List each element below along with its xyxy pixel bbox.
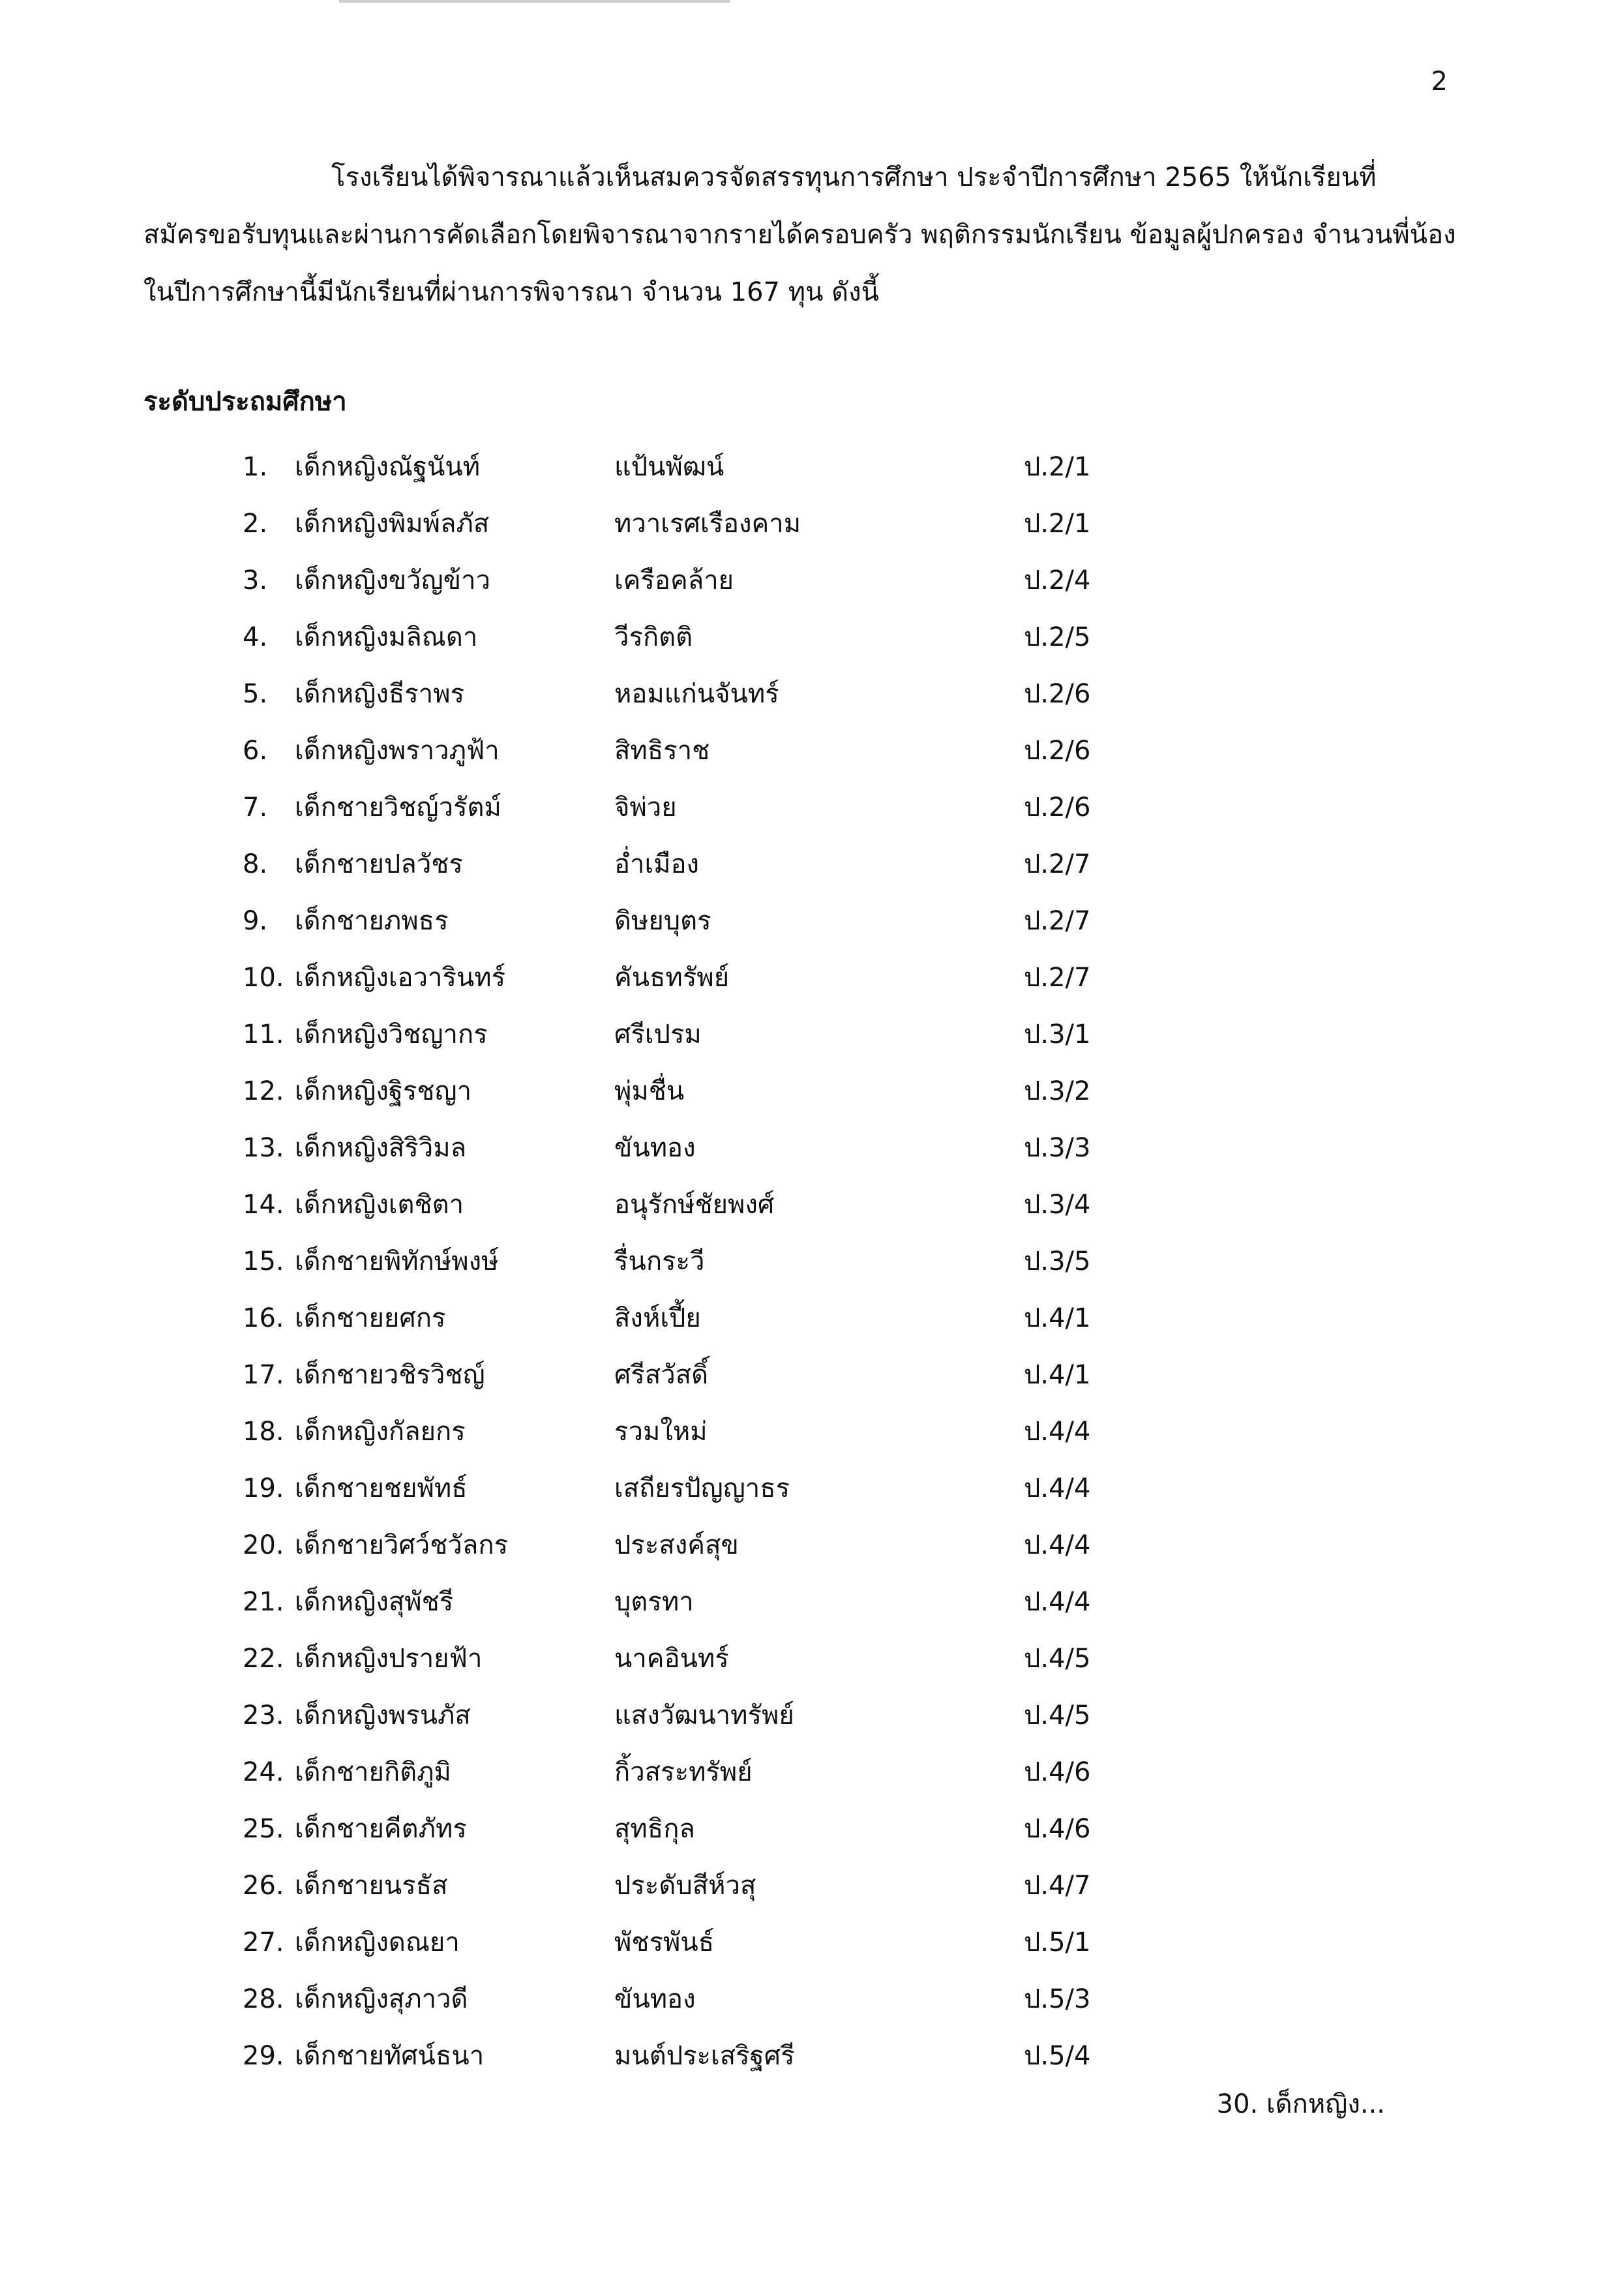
- student-first-name: เด็กชายวิศว์ชวัลกร: [295, 1530, 509, 1560]
- student-number: 10.: [243, 963, 284, 993]
- student-number: 23.: [243, 1700, 284, 1730]
- student-first-name: เด็กหญิงณัฐนันท์: [295, 452, 481, 482]
- student-first-name: เด็กหญิงดณยา: [295, 1927, 460, 1957]
- student-first-name: เด็กชายนรธัส: [295, 1871, 448, 1901]
- student-number: 16.: [243, 1303, 284, 1333]
- student-class: ป.3/2: [1024, 1076, 1091, 1106]
- student-last-name: หอมแก่นจันทร์: [614, 679, 779, 709]
- student-class: ป.5/3: [1024, 1984, 1091, 2014]
- intro-line: ในปีการศึกษานี้มีนักเรียนที่ผ่านการพิจารณา จำนวน 167 ทุน ดังนี้: [143, 277, 879, 307]
- student-last-name: รื่นกระวี: [614, 1246, 705, 1276]
- student-number: 15.: [243, 1246, 284, 1276]
- student-row: [243, 1181, 1221, 1238]
- student-first-name: เด็กหญิงสิริวิมล: [295, 1133, 467, 1163]
- continuation-note: 30. เด็กหญิง...: [1216, 2089, 1385, 2119]
- student-class: ป.2/7: [1024, 849, 1091, 879]
- student-row: [243, 1295, 1221, 1352]
- student-last-name: กิ้วสระทรัพย์: [614, 1757, 753, 1787]
- student-number: 1.: [243, 452, 268, 482]
- student-row: [243, 1238, 1221, 1295]
- student-number: 20.: [243, 1530, 284, 1560]
- student-row: [243, 1635, 1221, 1692]
- student-number: 18.: [243, 1417, 284, 1447]
- student-last-name: แป้นพัฒน์: [614, 452, 724, 482]
- student-class: ป.3/4: [1024, 1190, 1091, 1220]
- student-row: [243, 1862, 1221, 1919]
- student-row: [243, 898, 1221, 954]
- student-last-name: นาคอินทร์: [614, 1644, 729, 1674]
- student-class: ป.3/1: [1024, 1020, 1091, 1050]
- student-first-name: เด็กชายยศกร: [295, 1303, 446, 1333]
- student-row: [243, 1522, 1221, 1578]
- student-last-name: เครือคล้าย: [614, 566, 734, 596]
- student-last-name: วีรกิตติ: [614, 622, 693, 652]
- student-last-name: ศรีสวัสดิ์: [614, 1360, 709, 1390]
- scan-edge-mark: [339, 0, 730, 3]
- student-first-name: เด็กชายปลวัชร: [295, 849, 463, 879]
- student-number: 19.: [243, 1473, 284, 1503]
- student-number: 21.: [243, 1587, 284, 1617]
- student-class: ป.2/6: [1024, 679, 1091, 709]
- student-first-name: เด็กหญิงพราวภูฟ้า: [295, 736, 500, 766]
- student-class: ป.2/4: [1024, 566, 1091, 596]
- student-row: [243, 1408, 1221, 1465]
- student-row: [243, 2032, 1221, 2089]
- student-last-name: อนุรักษ์ชัยพงศ์: [614, 1190, 775, 1220]
- student-first-name: เด็กหญิงพรนภัส: [295, 1700, 471, 1730]
- student-number: 27.: [243, 1927, 284, 1957]
- student-class: ป.2/5: [1024, 622, 1091, 652]
- student-number: 6.: [243, 736, 268, 766]
- student-class: ป.4/4: [1024, 1587, 1091, 1617]
- student-row: [243, 1011, 1221, 1068]
- student-last-name: ประดับสีห์วสุ: [614, 1871, 756, 1901]
- student-first-name: เด็กหญิงกัลยกร: [295, 1417, 466, 1447]
- student-row: [243, 671, 1221, 727]
- intro-line: โรงเรียนได้พิจารณาแล้วเห็นสมควรจัดสรรทุนการศึกษา ประจำปีการศึกษา 2565 ให้นักเรียนที่: [331, 162, 1377, 192]
- student-class: ป.4/4: [1024, 1530, 1091, 1560]
- student-first-name: เด็กชายวิชญ์วรัตม์: [295, 793, 501, 823]
- student-class: ป.3/3: [1024, 1133, 1091, 1163]
- student-last-name: บุตรทา: [614, 1587, 694, 1617]
- student-last-name: ประสงค์สุข: [614, 1530, 739, 1560]
- student-class: ป.4/5: [1024, 1644, 1091, 1674]
- student-last-name: สิทธิราช: [614, 736, 710, 766]
- student-row: [243, 444, 1221, 500]
- student-number: 28.: [243, 1984, 284, 2014]
- student-number: 4.: [243, 622, 268, 652]
- student-row: [243, 1068, 1221, 1125]
- student-row: [243, 1352, 1221, 1408]
- student-last-name: มนต์ประเสริฐศรี: [614, 2041, 795, 2071]
- student-first-name: เด็กชายภพธร: [295, 906, 449, 936]
- student-number: 11.: [243, 1020, 284, 1050]
- student-first-name: เด็กหญิงมลิณดา: [295, 622, 478, 652]
- intro-line: สมัครขอรับทุนและผ่านการคัดเลือกโดยพิจารณาจากรายได้ครอบครัว พฤติกรรมนักเรียน ข้อมูลผู้ปกครอง จำนวนพี่น้อง: [143, 220, 1456, 250]
- student-last-name: ศรีเปรม: [614, 1020, 702, 1050]
- student-number: 2.: [243, 509, 268, 539]
- student-last-name: สุทธิกุล: [614, 1814, 695, 1844]
- student-row: [243, 841, 1221, 898]
- student-list: [243, 444, 1221, 2089]
- student-class: ป.3/5: [1024, 1246, 1091, 1276]
- student-row: [243, 1692, 1221, 1749]
- student-row: [243, 1805, 1221, 1862]
- student-row: [243, 1919, 1221, 1976]
- student-class: ป.5/4: [1024, 2041, 1091, 2071]
- section-heading: ระดับประถมศึกษา: [143, 387, 347, 417]
- intro-paragraph: [143, 149, 1467, 321]
- student-first-name: เด็กหญิงขวัญข้าว: [295, 566, 490, 596]
- student-number: 22.: [243, 1644, 284, 1674]
- student-last-name: แสงวัฒนาทรัพย์: [614, 1700, 794, 1730]
- student-number: 17.: [243, 1360, 284, 1390]
- student-number: 3.: [243, 566, 268, 596]
- student-class: ป.4/4: [1024, 1473, 1091, 1503]
- student-row: [243, 1125, 1221, 1181]
- student-first-name: เด็กชายกิติภูมิ: [295, 1757, 451, 1787]
- student-row: [243, 954, 1221, 1011]
- student-first-name: เด็กหญิงสุพัชรี: [295, 1587, 454, 1617]
- student-number: 14.: [243, 1190, 284, 1220]
- student-number: 5.: [243, 679, 268, 709]
- student-last-name: ทวาเรศเรืองคาม: [614, 509, 801, 539]
- student-first-name: เด็กชายพิทักษ์พงษ์: [295, 1246, 499, 1276]
- student-last-name: สิงห์เปี้ย: [614, 1303, 701, 1333]
- student-first-name: เด็กชายทัศน์ธนา: [295, 2041, 485, 2071]
- student-class: ป.2/1: [1024, 452, 1091, 482]
- student-last-name: จิพ่วย: [614, 793, 677, 823]
- student-row: [243, 1578, 1221, 1635]
- student-row: [243, 784, 1221, 841]
- student-number: 29.: [243, 2041, 284, 2071]
- student-number: 8.: [243, 849, 268, 879]
- student-first-name: เด็กหญิงสุภาวดี: [295, 1984, 468, 2014]
- student-number: 13.: [243, 1133, 284, 1163]
- student-number: 9.: [243, 906, 268, 936]
- student-row: [243, 1749, 1221, 1805]
- student-first-name: เด็กหญิงเตชิตา: [295, 1190, 464, 1220]
- student-row: [243, 1976, 1221, 2032]
- student-class: ป.4/6: [1024, 1814, 1091, 1844]
- student-first-name: เด็กหญิงฐิรชญา: [295, 1076, 472, 1106]
- student-first-name: เด็กหญิงปรายฟ้า: [295, 1644, 483, 1674]
- student-number: 24.: [243, 1757, 284, 1787]
- student-class: ป.4/1: [1024, 1360, 1091, 1390]
- student-last-name: อ่ำเมือง: [614, 849, 700, 879]
- student-class: ป.4/5: [1024, 1700, 1091, 1730]
- student-first-name: เด็กหญิงธีราพร: [295, 679, 465, 709]
- student-last-name: พัชรพันธ์: [614, 1927, 715, 1957]
- student-row: [243, 1465, 1221, 1522]
- student-number: 25.: [243, 1814, 284, 1844]
- page-number: 2: [1431, 67, 1448, 97]
- student-last-name: ดิษยบุตร: [614, 906, 711, 936]
- student-first-name: เด็กชายชยพัทธ์: [295, 1473, 468, 1503]
- student-last-name: รวมใหม่: [614, 1417, 708, 1447]
- student-last-name: ขันทอง: [614, 1133, 696, 1163]
- student-first-name: เด็กหญิงพิมพ์ลภัส: [295, 509, 490, 539]
- student-row: [243, 614, 1221, 671]
- student-class: ป.2/7: [1024, 963, 1091, 993]
- student-class: ป.2/1: [1024, 509, 1091, 539]
- student-row: [243, 727, 1221, 784]
- student-number: 7.: [243, 793, 268, 823]
- student-class: ป.2/6: [1024, 793, 1091, 823]
- student-last-name: ขันทอง: [614, 1984, 696, 2014]
- student-row: [243, 500, 1221, 557]
- student-last-name: เสถียรปัญญาธร: [614, 1473, 790, 1503]
- student-row: [243, 557, 1221, 614]
- student-class: ป.5/1: [1024, 1927, 1091, 1957]
- student-number: 26.: [243, 1871, 284, 1901]
- student-class: ป.4/1: [1024, 1303, 1091, 1333]
- student-first-name: เด็กชายวชิรวิชญ์: [295, 1360, 485, 1390]
- student-class: ป.4/4: [1024, 1417, 1091, 1447]
- student-class: ป.4/6: [1024, 1757, 1091, 1787]
- student-first-name: เด็กชายคีตภัทร: [295, 1814, 467, 1844]
- student-class: ป.2/6: [1024, 736, 1091, 766]
- student-last-name: พุ่มชื่น: [614, 1076, 685, 1106]
- student-first-name: เด็กหญิงเอวารินทร์: [295, 963, 506, 993]
- student-class: ป.4/7: [1024, 1871, 1091, 1901]
- student-class: ป.2/7: [1024, 906, 1091, 936]
- student-number: 12.: [243, 1076, 284, 1106]
- student-first-name: เด็กหญิงวิชญากร: [295, 1020, 488, 1050]
- student-last-name: คันธทรัพย์: [614, 963, 730, 993]
